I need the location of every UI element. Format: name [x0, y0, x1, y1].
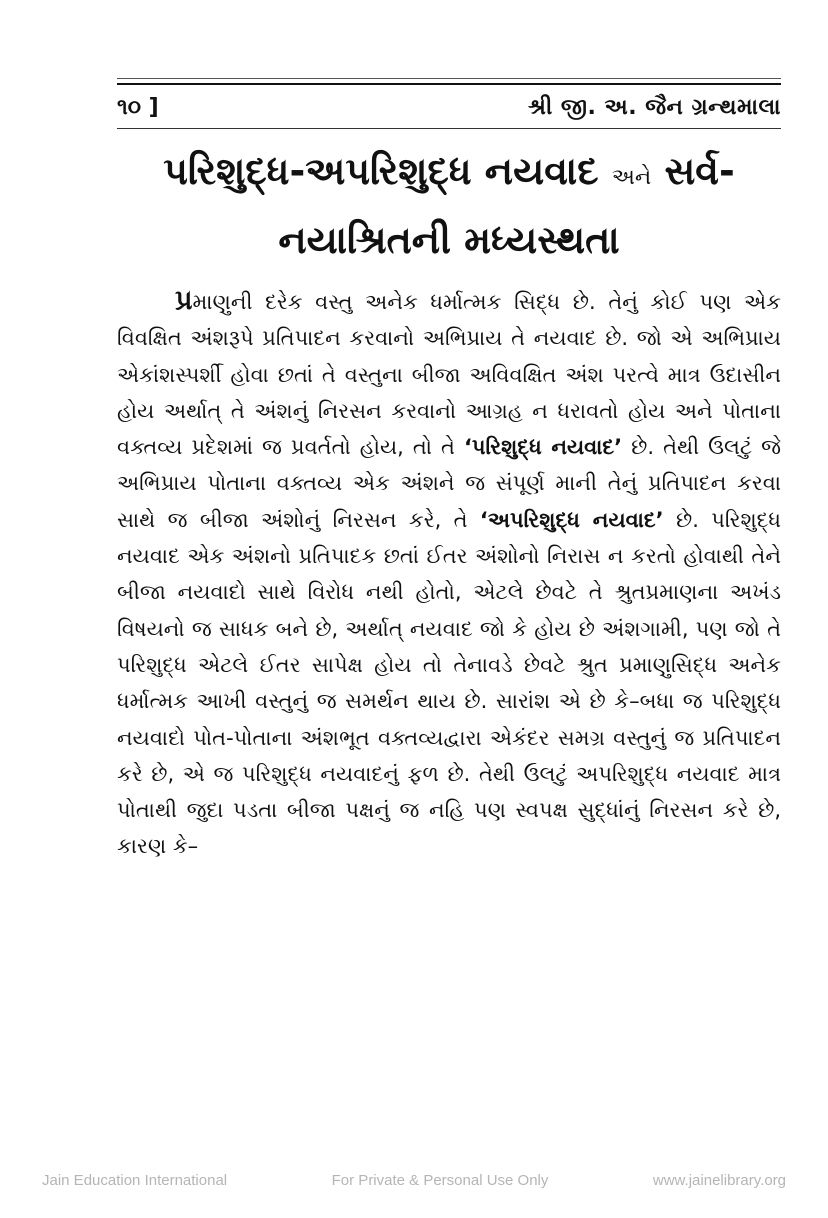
top-rule-thick: [117, 83, 781, 85]
chapter-title-line-1: [117, 140, 781, 209]
text-segment: છે. પરિશુદ્ધ નયવાદ એક અંશનો પ્રતિપાદક છતાં ઈતર અંશોનો નિરાસ ન કરતો હોવાથી તેને બીજા નયવાદો સાથે વિરોધ નથી હોતો, એટલે છેવટે તે શ્રુતપ્રમાણના અખંડ વિષયનો જ સાધક બને છે, અર્થાત્ નયવાદ જો કે હોય છે અંશગામી, પણ જો તે પરિશુદ્ધ એટલે ઈતર સાપેક્ષ હોય તો તેનાવડે છેવટે શ્રુત પ્રમાણુસિદ્ધ અનેક ધર્માત્મક આખી વસ્તુનું જ સમર્થન થાય છે. સારાંશ એ છે કે–બધા જ પરિશુદ્ધ નયવાદો પોત-પોતાના અંશભૂત વક્તવ્યદ્વારા એકંદર સમગ્ર વસ્તુનું જ પ્રતિપાદન કરે છે, એ જ પરિશુદ્ધ નયવાદનું ફળ છે. તેથી ઉલટું અપરિશુદ્ધ નયવાદ માત્ર પોતાથી જુદા પડતા બીજા પક્ષનું જ નહિ પણ સ્વપક્ષ સુદ્ધાંનું નિરસન કરે છે, કારણ કે–: [117, 507, 781, 859]
chapter-title-connector: અને: [611, 165, 652, 190]
running-header: [117, 92, 781, 122]
paragraph: [117, 283, 781, 865]
term-parishuddha-nayavada: ‘પરિશુદ્ધ નયવાદ’: [463, 435, 623, 460]
chapter-title-line-2: નયાશ્રિતની મધ્યસ્થતા: [278, 218, 620, 262]
chapter-title-part-2: સર્વ-: [664, 149, 735, 193]
footer-usage-note: For Private & Personal Use Only: [331, 1172, 549, 1189]
page-footer: [0, 1172, 828, 1196]
chapter-title-part-1: પરિશુદ્ધ-અપરિશુદ્ધ નયવાદ: [163, 149, 599, 193]
chapter-title: [117, 140, 781, 271]
text-segment: માણુની દરેક વસ્તુ અનેક ધર્માત્મક સિદ્ધ છે. તેનું કોઈ પણ એક વિવક્ષિત અંશરૂપે પ્રતિપાદન કરવાનો અભિપ્રાય તે નયવાદ છે. જો એ અભિપ્રાય એકાંશસ્પર્શી હોવા છતાં તે વસ્તુના બીજા અવિવક્ષિત અંશ પરત્વે માત્ર ઉદાસીન હોય અર્થાત્ તે અંશનું નિરસન કરવાનો આગ્રહ ન ધરાવતો હોય અને પોતાના વક્તવ્ય પ્રદેશમાં જ પ્રવર્તતો હોય, તો તે: [117, 290, 781, 460]
term-aparishuddha-nayavada: ‘અપરિશુદ્ધ નયવાદ’: [479, 507, 664, 532]
drop-cap: પ્ર: [175, 285, 193, 316]
series-title: શ્રી જી. અ. જૈન ગ્રન્થમાલા: [528, 94, 781, 120]
text-segment: છે. તેથી ઉલટું જે અભિપ્રાય પોતાના વક્તવ્ય એક અંશને જ સંપૂર્ણ માની તેનું પ્રતિપાદન કરવા સાથે જ બીજા અંશોનું નિરસન કરે, તે: [117, 435, 781, 532]
page-number: ૧૦ ]: [117, 94, 159, 120]
footer-website-link[interactable]: www.jainelibrary.org: [652, 1172, 786, 1189]
footer-publisher: Jain Education International: [42, 1172, 228, 1189]
body-text: [117, 283, 781, 865]
header-divider: [117, 128, 781, 129]
top-rule-thin: [117, 78, 781, 79]
